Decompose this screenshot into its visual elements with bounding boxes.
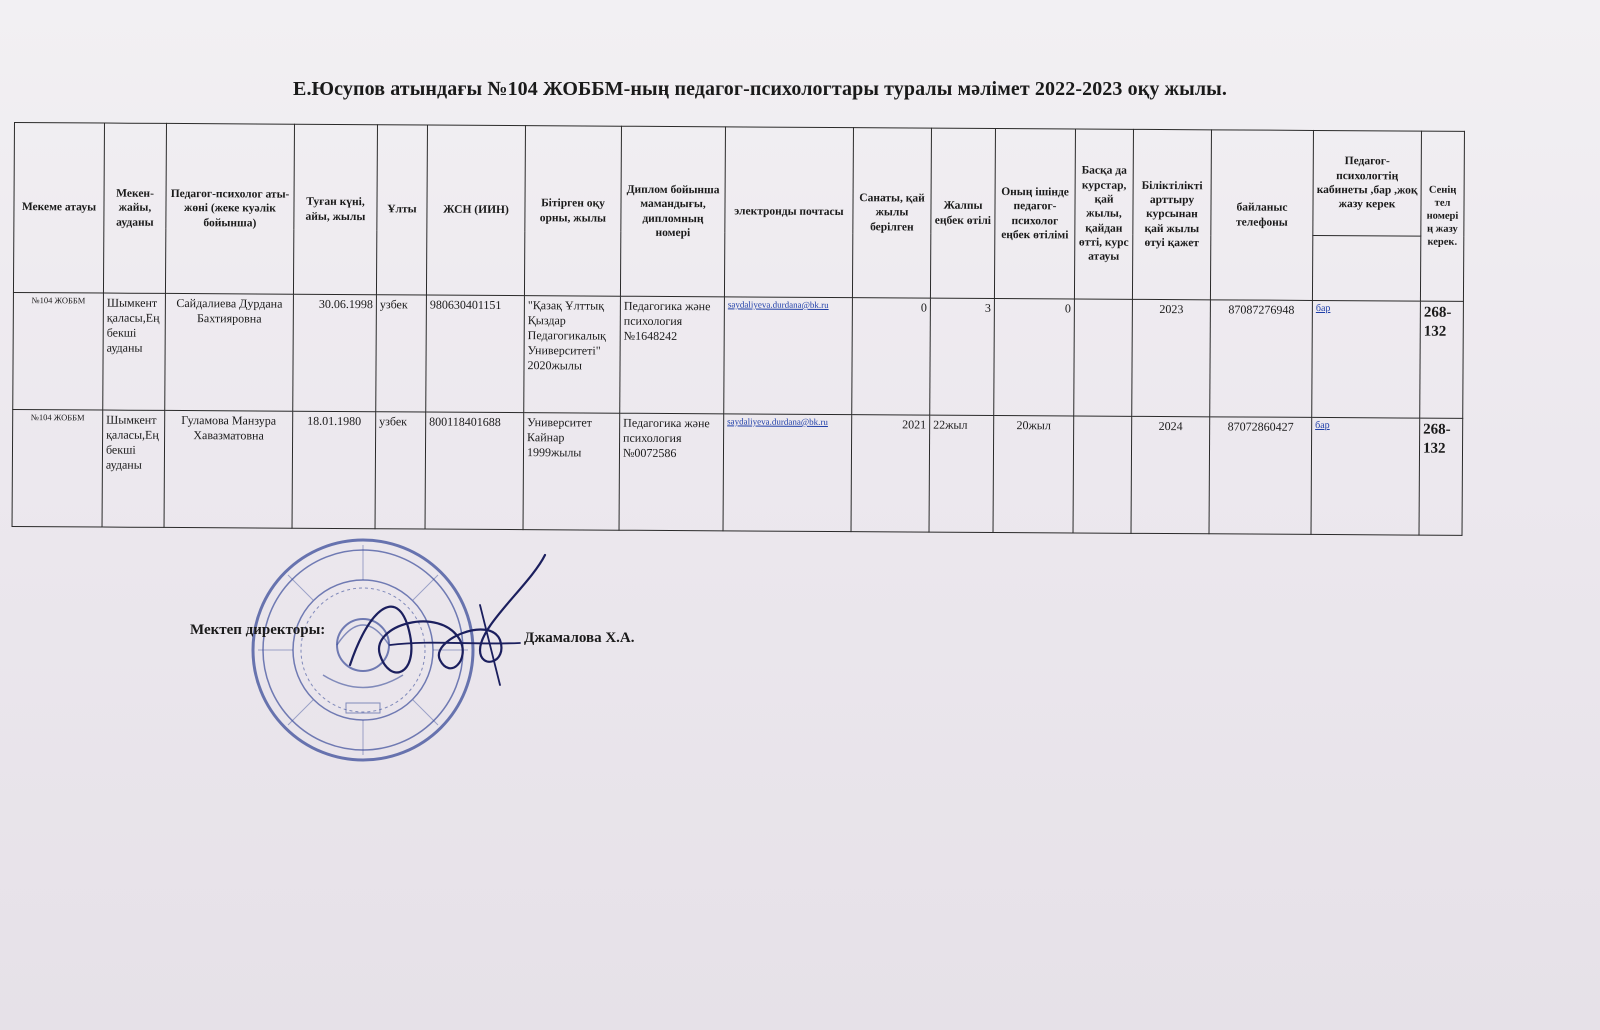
cell-psych-experience: 0 — [994, 298, 1075, 415]
cell-name: Гуламова Манзура Хавазматовна — [164, 410, 293, 528]
cell-phone: 87087276948 — [1210, 300, 1313, 418]
header-cell: Сенің тел номерің жазу керек. — [1420, 131, 1464, 301]
cell-nation: узбек — [375, 412, 426, 529]
cell-diploma: Педагогика және психология №0072586 — [619, 413, 724, 531]
cell-email-link[interactable]: saydaliyeva.durdana@bk.ru — [724, 297, 853, 415]
header-cell: Басқа да курстар, қай жылы, қайдан өтті, курс атауы — [1074, 129, 1133, 299]
cell-category: 0 — [852, 298, 931, 415]
cell-name: Сайдалиева Дурдана Бахтияровна — [165, 293, 294, 411]
cell-nation: узбек — [376, 295, 427, 412]
cell-org: №104 ЖОББМ — [12, 409, 103, 527]
cell-category: 2021 — [851, 415, 930, 532]
header-cell: Ұлты — [376, 125, 427, 295]
cell-school: "Қазақ Ұлттық Қыздар Педагогикалық Университеті" 2020жылы — [524, 296, 621, 414]
cell-experience: 22жыл — [929, 415, 994, 532]
staff-table-wrapper — [12, 122, 1459, 535]
cell-birth: 30.06.1998 — [293, 294, 377, 412]
table-header-row — [14, 123, 1465, 237]
director-name: Джамалова Х.А. — [524, 630, 635, 646]
cell-next-course: 2024 — [1131, 416, 1210, 533]
cell-experience: 3 — [930, 298, 995, 415]
header-cell: Оның ішінде педагог-психолог еңбек өтілімі — [994, 128, 1075, 298]
cell-address: Шымкент қаласы,Еңбекші ауданы — [102, 410, 165, 527]
table-row — [13, 292, 1464, 418]
table-row — [12, 409, 1463, 535]
staff-table — [12, 122, 1465, 536]
cell-my-phone: 268-132 — [1420, 301, 1464, 418]
cell-email-link[interactable]: saydaliyeva.durdana@bk.ru — [723, 414, 852, 532]
header-cell: Мекен-жайы, ауданы — [103, 123, 166, 293]
cell-courses — [1074, 299, 1133, 416]
page-title: Е.Юсупов атындағы №104 ЖОББМ-ның педагог-психологтары туралы мәлімет 2022-2023 оқу жылы. — [293, 78, 1227, 100]
cell-psych-experience: 20жыл — [993, 415, 1074, 532]
cell-cabinet-link[interactable]: бар — [1312, 300, 1421, 418]
header-cell: Бітірген оқу орны, жылы — [524, 126, 621, 297]
header-cell: ЖСН (ИИН) — [426, 125, 525, 296]
cell-school: Университет Кайнар 1999жылы — [523, 413, 620, 531]
header-cell: Туған күні, айы, жылы — [293, 124, 377, 295]
header-cell: Педагог-психолог аты-жөні (жеке куәлік бойынша) — [165, 123, 294, 294]
cell-birth: 18.01.1980 — [292, 411, 376, 529]
header-subcell-empty — [1312, 235, 1420, 301]
cell-iin: 800118401688 — [425, 412, 524, 530]
header-cell: Жалпы еңбек өтілі — [930, 128, 995, 298]
cell-address: Шымкент қаласы,Еңбекші ауданы — [103, 293, 166, 410]
header-cell: Санаты, қай жылы берілген — [852, 128, 931, 298]
header-cell: байланыс телефоны — [1210, 130, 1313, 301]
cell-cabinet-link[interactable]: бар — [1311, 417, 1420, 535]
cell-phone: 87072860427 — [1209, 417, 1312, 535]
cell-courses — [1073, 416, 1132, 533]
header-cell: Педагог-психологтің кабинеты ,бар ,жоқ жазу керек — [1313, 130, 1422, 236]
header-cell: электронды почтасы — [724, 127, 853, 298]
cell-iin: 980630401151 — [426, 295, 525, 413]
director-label: Мектеп директоры: — [190, 622, 326, 638]
cell-org: №104 ЖОББМ — [13, 292, 104, 410]
header-cell: Біліктілікті арттыру курсынан қай жылы өтуі қажет — [1132, 129, 1211, 299]
cell-diploma: Педагогика және психология №1648242 — [620, 296, 725, 414]
cell-next-course: 2023 — [1132, 299, 1211, 416]
header-cell: Диплом бойынша мамандығы, дипломның номері — [620, 126, 725, 297]
header-cell: Мекеме атауы — [13, 123, 104, 294]
cell-my-phone: 268-132 — [1419, 418, 1463, 535]
director-signature-icon — [330, 545, 570, 705]
